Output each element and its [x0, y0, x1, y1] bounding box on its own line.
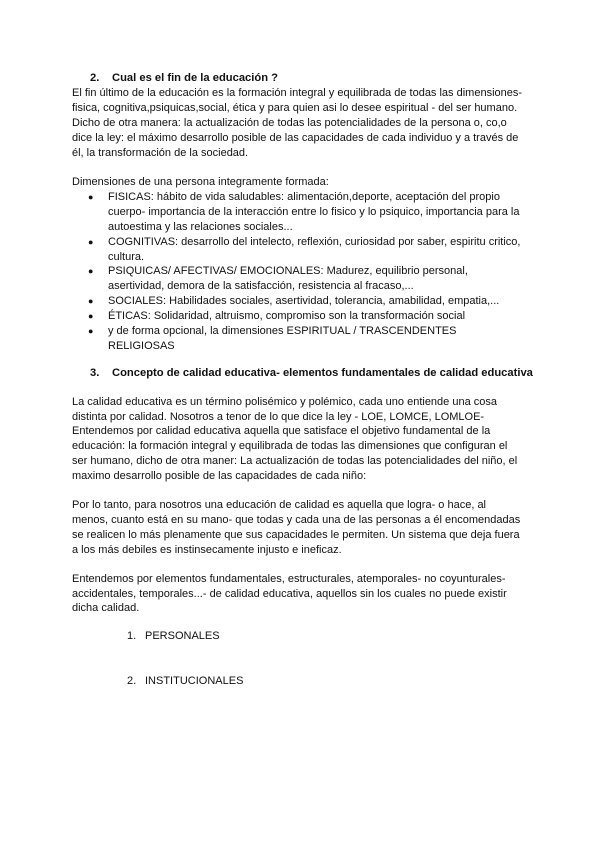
- dimensions-intro: Dimensiones de una persona integramente formada:: [72, 176, 329, 188]
- bullet-line: cuerpo- importancia de la interacción entre lo fisico y lo psiquico, importancia para la: [108, 206, 520, 218]
- section-2-paragraph-line: dice la ley: el máximo desarrollo posible de las capacidades de cada individuo y a través de: [72, 132, 519, 144]
- bullet-line: COGNITIVAS: desarrollo del intelecto, reflexión, curiosidad por saber, espiritu critico,: [108, 236, 521, 248]
- section-2-paragraph-line: El fin último de la educación es la formación integral y equilibrada de todas las dimensiones-: [72, 87, 523, 99]
- section-2-paragraph-line: él, la transformación de la sociedad.: [72, 147, 249, 159]
- section-3-paragraph-1-line: ser humano, dicho de otra maner: La actualización de todas las potencialidades del niño, el: [72, 455, 518, 467]
- section-3-paragraph-3-line: dicha calidad.: [72, 602, 140, 614]
- section-2-paragraph-line: Dicho de otra manera: la actualización de todas las potencialidades de la persona o, co,o: [72, 117, 507, 129]
- bullet-icon: ●: [88, 237, 94, 247]
- bullet-line: RELIGIOSAS: [108, 340, 175, 352]
- section-3-paragraph-1-line: maximo desarrollo posible de las capacidades de cada niño:: [72, 470, 367, 482]
- bullet-line: autoestima y las relaciones sociales...: [108, 221, 293, 233]
- section-2-heading: [90, 71, 278, 86]
- section-3-heading: [90, 366, 533, 381]
- bullet-line: ÉTICAS: Solidaridad, altruismo, compromiso son la transformación social: [108, 310, 466, 322]
- bullet-icon: ●: [88, 296, 94, 306]
- section-3-paragraph-2-line: a los más debiles es instinsecamente injusto e ineficaz.: [72, 544, 342, 556]
- list-item-institucionales: [127, 674, 243, 689]
- list-item-label: PERSONALES: [145, 630, 220, 642]
- section-2-number: 2.: [90, 72, 100, 84]
- bullet-icon: ●: [88, 192, 94, 202]
- section-3-paragraph-1-line: distinta por calidad. Nosotros a tenor de lo que dice la ley - LOE, LOMCE, LOMLOE-: [72, 411, 485, 423]
- bullet-line: SOCIALES: Habilidades sociales, asertividad, tolerancia, amabilidad, empatia,...: [108, 295, 500, 307]
- bullet-line: cultura.: [108, 251, 145, 263]
- section-3-paragraph-1-line: Entendemos por calidad educativa aquella que satisface el objetivo fundamental de la: [72, 425, 491, 437]
- section-3-paragraph-2-line: Por lo tanto, para nosotros una educación de calidad es aquella que logra- o hace, al: [72, 499, 487, 511]
- bullet-line: PSIQUICAS/ AFECTIVAS/ EMOCIONALES: Madurez, equilibrio personal,: [108, 265, 468, 277]
- section-2-title: Cual es el fin de la educación ?: [112, 72, 278, 84]
- bullet-line: y de forma opcional, la dimensiones ESPIRITUAL / TRASCENDENTES: [108, 325, 457, 337]
- section-3-paragraph-2-line: se realicen lo más plenamente que sus capacidades le permiten. Un sistema que deja fuera: [72, 529, 520, 541]
- section-3-paragraph-3-line: accidentales, temporales...- de calidad educativa, aquellos sin los cuales no puede existir: [72, 588, 507, 600]
- section-3-paragraph-1-line: La calidad educativa es un término polisémico y polémico, cada uno entiende una cosa: [72, 396, 497, 408]
- bullet-icon: ●: [88, 311, 94, 321]
- section-3-title: Concepto de calidad educativa- elementos fundamentales de calidad educativa: [112, 367, 533, 379]
- bullet-icon: ●: [88, 266, 94, 276]
- list-item-number: 2.: [127, 675, 137, 687]
- section-3-paragraph-3-line: Entendemos por elementos fundamentales, estructurales, atemporales- no coyunturales-: [72, 573, 506, 585]
- bullet-line: FISICAS: hábito de vida saludables: alimentación,deporte, aceptación del propio: [108, 191, 500, 203]
- list-item-number: 1.: [127, 630, 137, 642]
- section-2-paragraph-line: fisica, cognitiva,psiquicas,social, ética y para quien asi lo desee espiritual - del ser humano.: [72, 102, 518, 114]
- section-3-paragraph-1-line: educación: la formación integral y equilibrada de todas las dimensiones que configuran el: [72, 440, 508, 452]
- section-3-number: 3.: [90, 367, 100, 379]
- bullet-line: asertividad, demora de la satisfacción, resistencia al fracaso,...: [108, 280, 414, 292]
- list-item-label: INSTITUCIONALES: [145, 675, 244, 687]
- section-3-paragraph-2-line: menos, cuanto está en su mano- que todas y cada una de las personas a él encomendadas: [72, 514, 521, 526]
- list-item-personales: [127, 629, 220, 644]
- bullet-icon: ●: [88, 326, 94, 336]
